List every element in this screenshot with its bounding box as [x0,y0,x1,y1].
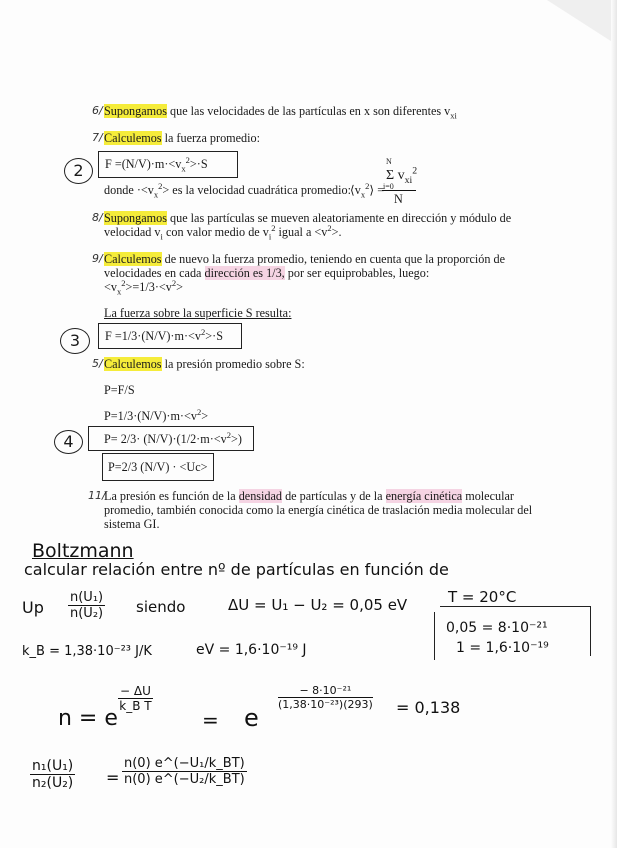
text: P= 2/3· (N/V)·(1/2·m·<v [104,432,227,446]
line-10: La fuerza sobre la superficie S resulta: [104,306,292,320]
fraction-bar [382,190,416,191]
denominator: n(U₂) [70,606,104,621]
text: velocidad v [104,225,161,239]
page-fold [547,0,617,45]
circled-number-3: 3 [60,328,90,354]
line-7 [104,131,260,145]
line-12 [104,489,514,503]
equation-4: $P= 2/3\cdot (N/V)\cdot(1/2\cdot m\cdot<v^2>)$ [104,429,242,446]
hw-line-2: calcular relación entre nº de partículas en función de [24,560,449,579]
highlight: Calculemos [104,131,162,145]
text: >. [331,225,342,239]
hw-temperature: T = 20°C [448,588,517,606]
item-number-6: 6/ [92,104,103,117]
text: La presión es función de la [104,489,239,503]
denominator: n(0) e^(−U₂/k_BT) [124,772,245,787]
numerator: − 8·10⁻²¹ [278,684,373,698]
text: > [176,280,183,294]
line-8 [104,211,511,225]
numerator: − ΔU [120,684,151,698]
text: ⟩ = [369,183,385,197]
text: donde ·<v [104,183,154,197]
p-equals-f-over-s: P=F/S [104,383,135,397]
hw-kb: k_B = 1,38·10⁻²³ J/K [22,644,152,659]
donde-line: donde $\cdot<v_x^2>$ es la velocidad cuadrática promedio: [104,180,351,200]
denominator: (1,38·10⁻²³)(293) [278,698,373,711]
text: P=1/3·(N/V)·m·<v [104,409,197,423]
hw-siendo: siendo [136,598,186,616]
item-number-8: 8/ [92,211,103,224]
text: molecular [462,489,514,503]
highlight: Supongamos [104,211,167,225]
text: >=1/3·<v [125,280,172,294]
highlight: Calculemos [104,357,162,371]
average-denominator: N [394,192,403,206]
text: <v [104,280,117,294]
pressure-line: $P=1/3\cdot(N/V)\cdot m\cdot<v^2>$ [104,406,209,423]
text: >) [231,432,242,446]
pink-highlight: densidad [238,489,283,503]
subscript: xi [450,110,457,121]
line-9 [104,252,505,266]
sum-expression: Σ $v_{xi}^2$ [386,165,418,186]
denominator: n₂(U₂) [32,775,74,791]
hw-n-equals-e: n = e [58,706,118,731]
text: de partículas y de la [282,489,386,503]
subscript: i [268,231,272,242]
hw-exponent-1 [118,684,153,713]
sum-lower-limit: i=0 [383,182,394,191]
text: F =(N/V)·m·<v [105,157,182,171]
average-lhs: $⟨v_x^2⟩$ = [350,180,385,200]
text: que las velocidades de las partículas en x son diferentes v [166,104,451,118]
highlight: Calculemos [104,252,162,266]
pink-highlight: energía cinética [385,489,463,503]
numerator: n(0) e^(−U₁/k_BT) [124,756,245,771]
text: por ser equiprobables, luego: [284,266,430,280]
line-12d: promedio, también conocida como la energía cinética de traslación media molecular del [104,503,533,517]
hw-underline [440,606,590,607]
hw-bracket-left [434,612,435,660]
text: velocidades en cada [104,266,205,280]
text: >·S [189,157,208,171]
equation-3: $F =1/3\cdot(N/V)\cdot m\cdot<v^2>\cdot S$ [105,326,223,343]
text: con valor medio de v [162,225,269,239]
item-number-9: 9/ [92,252,103,265]
highlight: Supongamos [104,104,167,118]
item-number-11: 11/ [88,489,106,502]
hw-e: e [244,704,259,732]
hw-exponent-2 [278,684,373,711]
hw-ev: eV = 1,6·10⁻¹⁹ J [196,642,307,658]
text: la fuerza promedio: [161,131,261,145]
text: que las partículas se mueven aleatoriamente en dirección y módulo de [166,211,512,225]
text: > es la velocidad cuadrática promedio: [162,183,351,197]
circled-number-2: 2 [64,158,93,184]
line-11 [104,357,305,371]
hw-delta-u: ΔU = U₁ − U₂ = 0,05 eV [228,596,408,614]
item-number-7: 7/ [92,131,103,144]
text: la presión promedio sobre S: [161,357,305,371]
hw-rhs [122,756,247,787]
hw-up: Up [22,598,44,617]
text: Σ v [386,168,405,183]
text: igual a <v [275,225,328,239]
numerator: n₁(U₁) [32,758,74,774]
pink-highlight: dirección es 1/3, [204,266,285,280]
hw-ratio [30,758,75,791]
hw-result: = 0,138 [396,698,461,717]
subscript: i [160,231,163,242]
line-9b [104,266,429,280]
page-edge-shadow [611,0,617,848]
text: F =1/3·(N/V)·m·<v [105,329,202,343]
hw-equals: = [202,708,219,732]
line-8b: velocidad $v_i$ con valor medio de $v_i^2$ igual $a <v^2>$. [104,222,342,242]
text: >·S [205,329,223,343]
hw-fraction [68,590,105,621]
hw-conv-1: 0,05 = 8·10⁻²¹ [446,620,548,636]
hw-ratio-equals: = [106,768,120,787]
denominator: k_B T [119,699,152,713]
text: > [201,409,209,423]
superscript: 2 [185,154,190,165]
hw-bracket-right [590,606,591,656]
numerator: n(U₁) [70,590,104,605]
superscript: 2 [158,180,163,191]
sum-upper-limit: N [386,157,392,166]
equation-2: $F =(N/V)\cdot m\cdot<v_x^2>\cdot S$ [105,154,208,174]
item-number-5: 5/ [92,357,103,370]
line-6 [104,104,457,121]
hw-title: Boltzmann [32,540,134,562]
line-9c: $<v_x^2>=1/3\cdot<v^2>$ [104,277,183,297]
hw-conv-2: 1 = 1,6·10⁻¹⁹ [456,640,549,656]
circled-number-4: 4 [54,430,83,454]
line-12e: sistema GI. [104,517,160,531]
equation-5: P=2/3 (N/V) · <Uc> [108,460,208,474]
text: ⟨v [350,183,361,197]
text: de nuevo la fuerza promedio, teniendo en cuenta que la proporción de [161,252,506,266]
